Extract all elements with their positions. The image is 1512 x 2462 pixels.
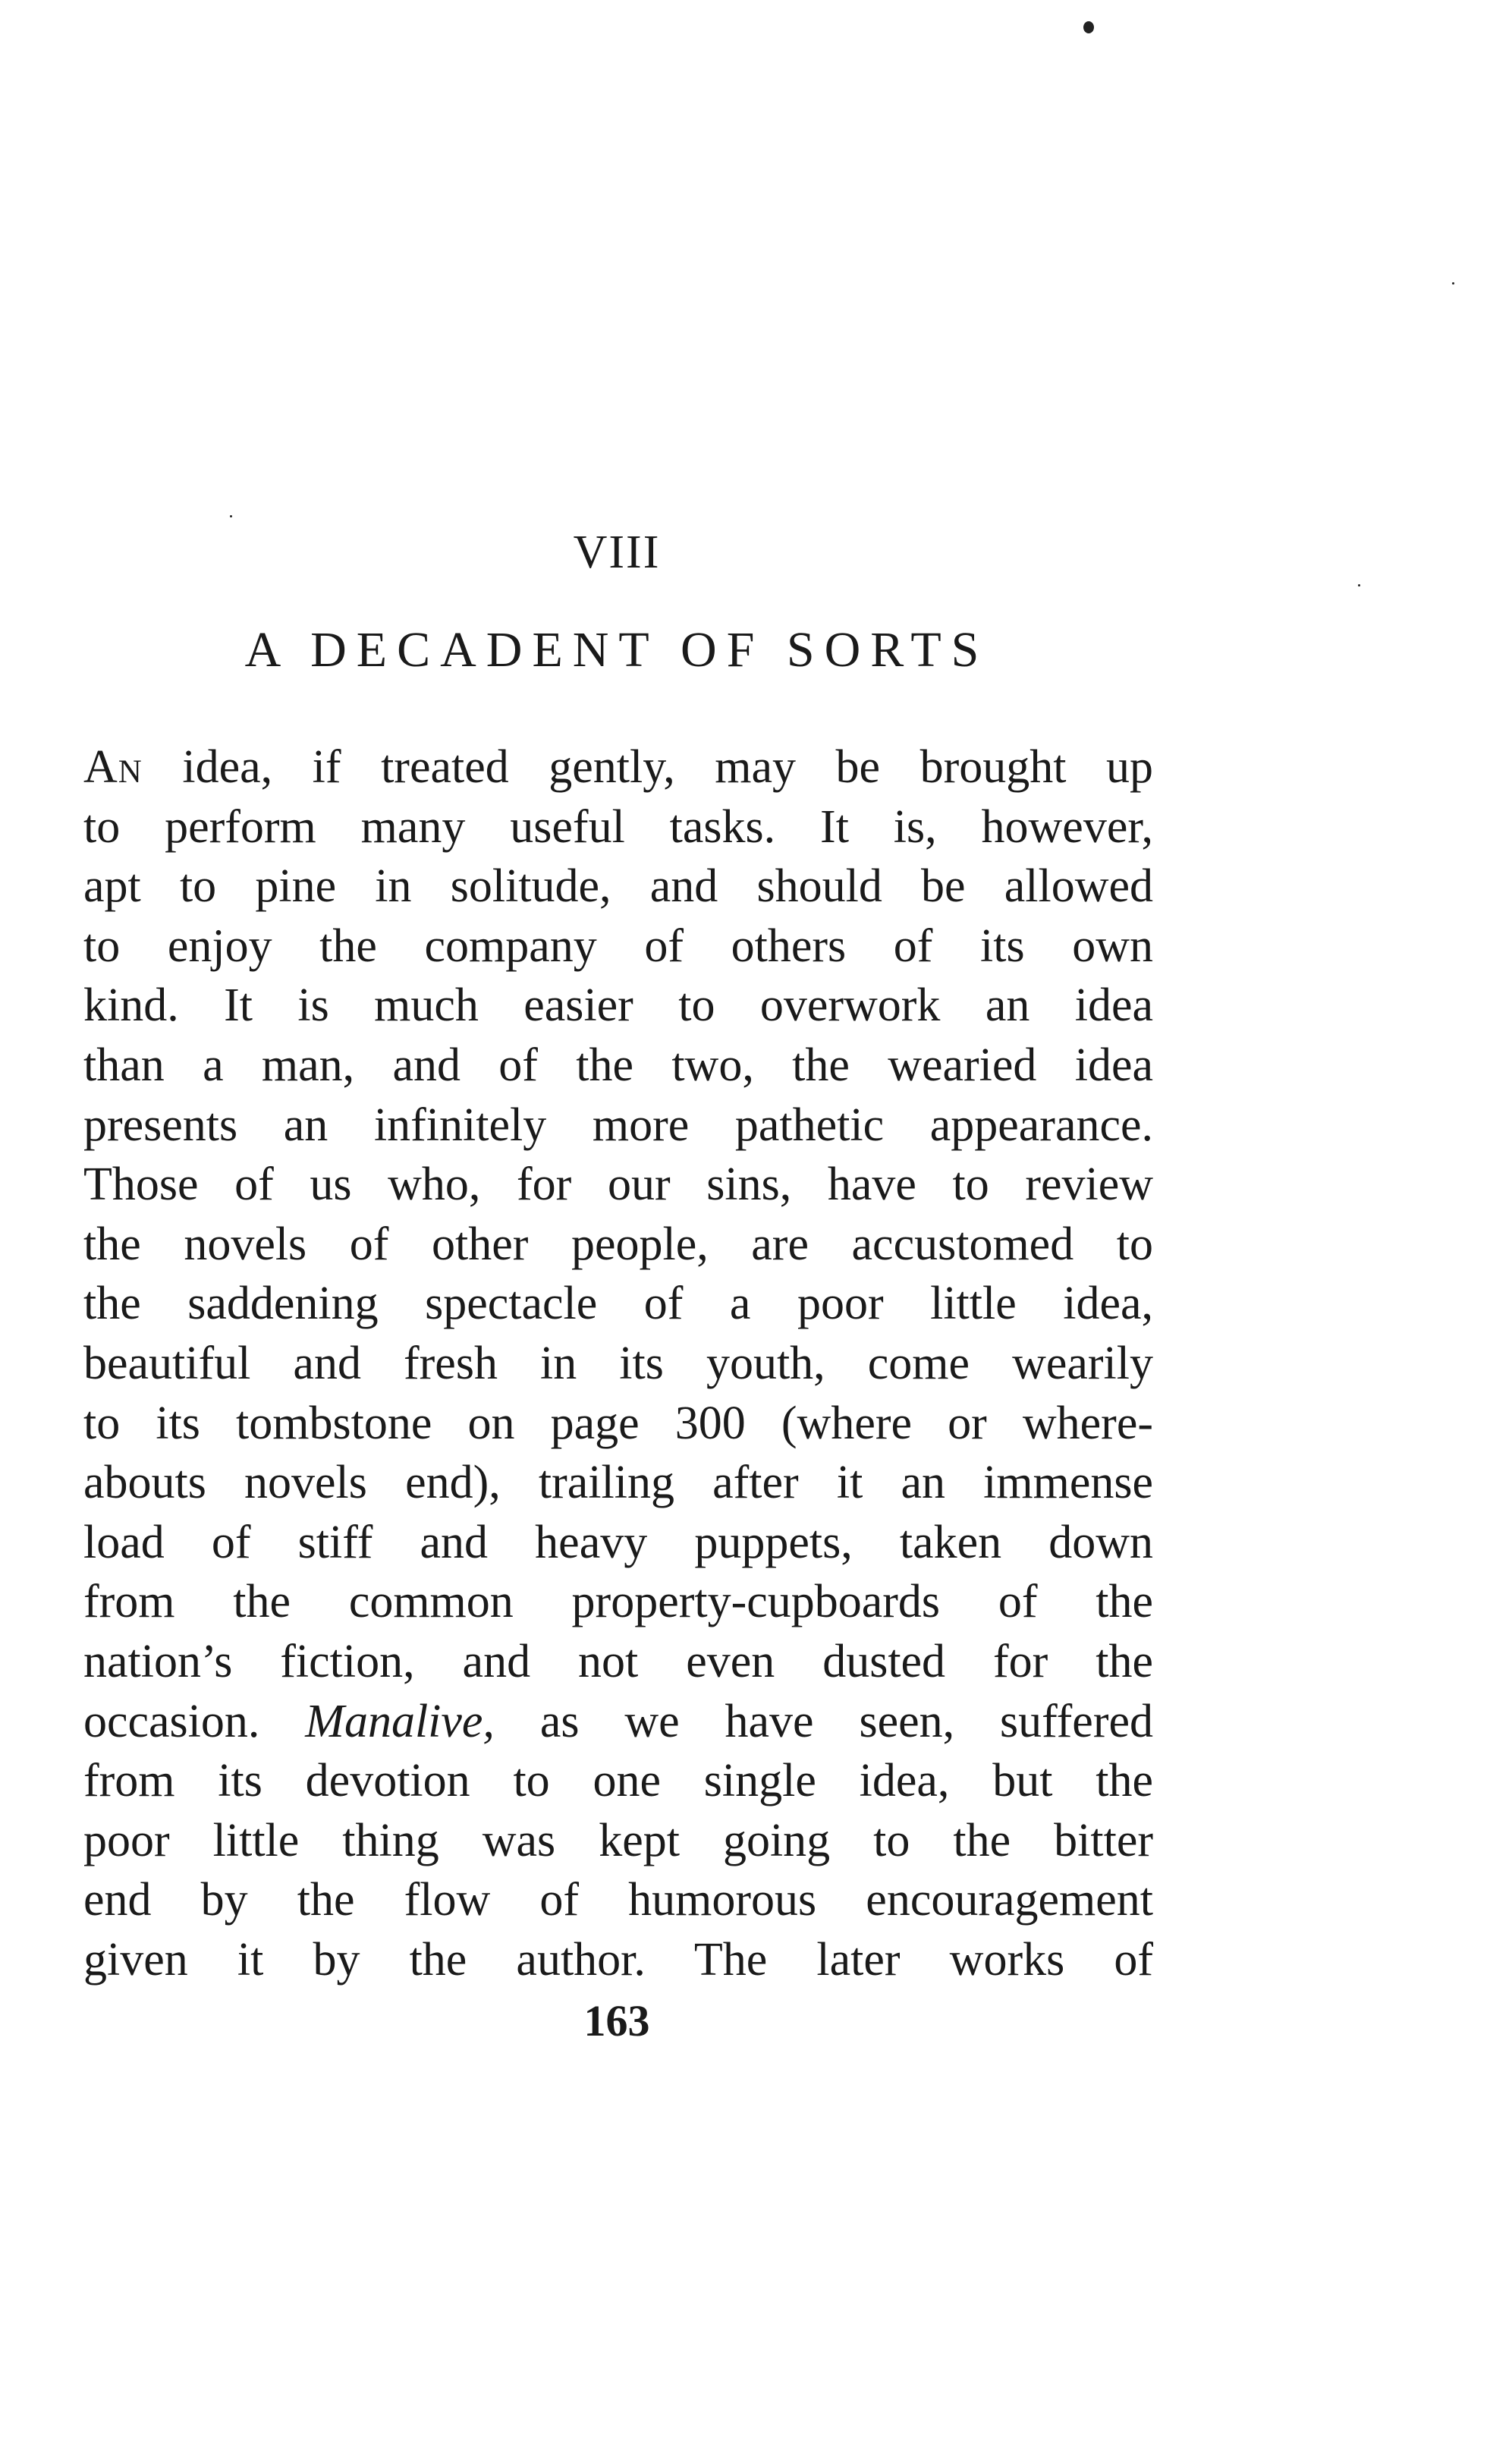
- ink-speck: [1083, 21, 1094, 33]
- text-line: from the common property-cupboards of the: [83, 1576, 1153, 1628]
- text-line: from its devotion to one single idea, but the: [83, 1755, 1153, 1807]
- text-line: the novels of other people, are accustomed to: [83, 1218, 1153, 1270]
- body-text: [83, 737, 1153, 1989]
- text-line: given it by the author. The later works of: [83, 1933, 1153, 1986]
- text-line: beautiful and fresh in its youth, come wearily: [83, 1337, 1153, 1389]
- text-line: Those of us who, for our sins, have to review: [83, 1159, 1153, 1211]
- drop-word: An: [83, 741, 143, 793]
- chapter-number: VIII: [573, 527, 661, 578]
- text-line: [83, 1692, 1153, 1752]
- ink-speck: [230, 515, 232, 517]
- text-line: load of stiff and heavy puppets, taken down: [83, 1516, 1153, 1568]
- text-line: apt to pine in solitude, and should be allowed: [83, 860, 1153, 913]
- line-text: as we have seen, suffered: [494, 1695, 1153, 1747]
- line-text: occasion.: [83, 1695, 306, 1747]
- text-line: [83, 737, 1153, 797]
- text-line: the saddening spectacle of a poor little idea,: [83, 1278, 1153, 1330]
- text-line: kind. It is much easier to overwork an idea: [83, 979, 1153, 1032]
- ink-speck: [1358, 584, 1360, 586]
- text-line: to its tombstone on page 300 (where or where-: [83, 1397, 1153, 1449]
- chapter-title: A DECADENT OF SORTS: [244, 622, 989, 678]
- text-line: poor little thing was kept going to the bitter: [83, 1814, 1153, 1866]
- ink-speck: [1452, 282, 1454, 285]
- text-line: presents an infinitely more pathetic appearance.: [83, 1099, 1153, 1151]
- text-line: to enjoy the company of others of its own: [83, 920, 1153, 972]
- text-line: abouts novels end), trailing after it an immense: [83, 1457, 1153, 1509]
- italic-title: Manalive,: [305, 1695, 495, 1747]
- line-text: idea, if treated gently, may be brought up: [142, 741, 1153, 793]
- text-line: end by the flow of humorous encouragement: [83, 1874, 1153, 1926]
- text-line: than a man, and of the two, the wearied idea: [83, 1039, 1153, 1091]
- text-line: nation’s fiction, and not even dusted for the: [83, 1635, 1153, 1687]
- text-line: to perform many useful tasks. It is, however,: [83, 800, 1153, 853]
- page-number: 163: [583, 1996, 650, 2045]
